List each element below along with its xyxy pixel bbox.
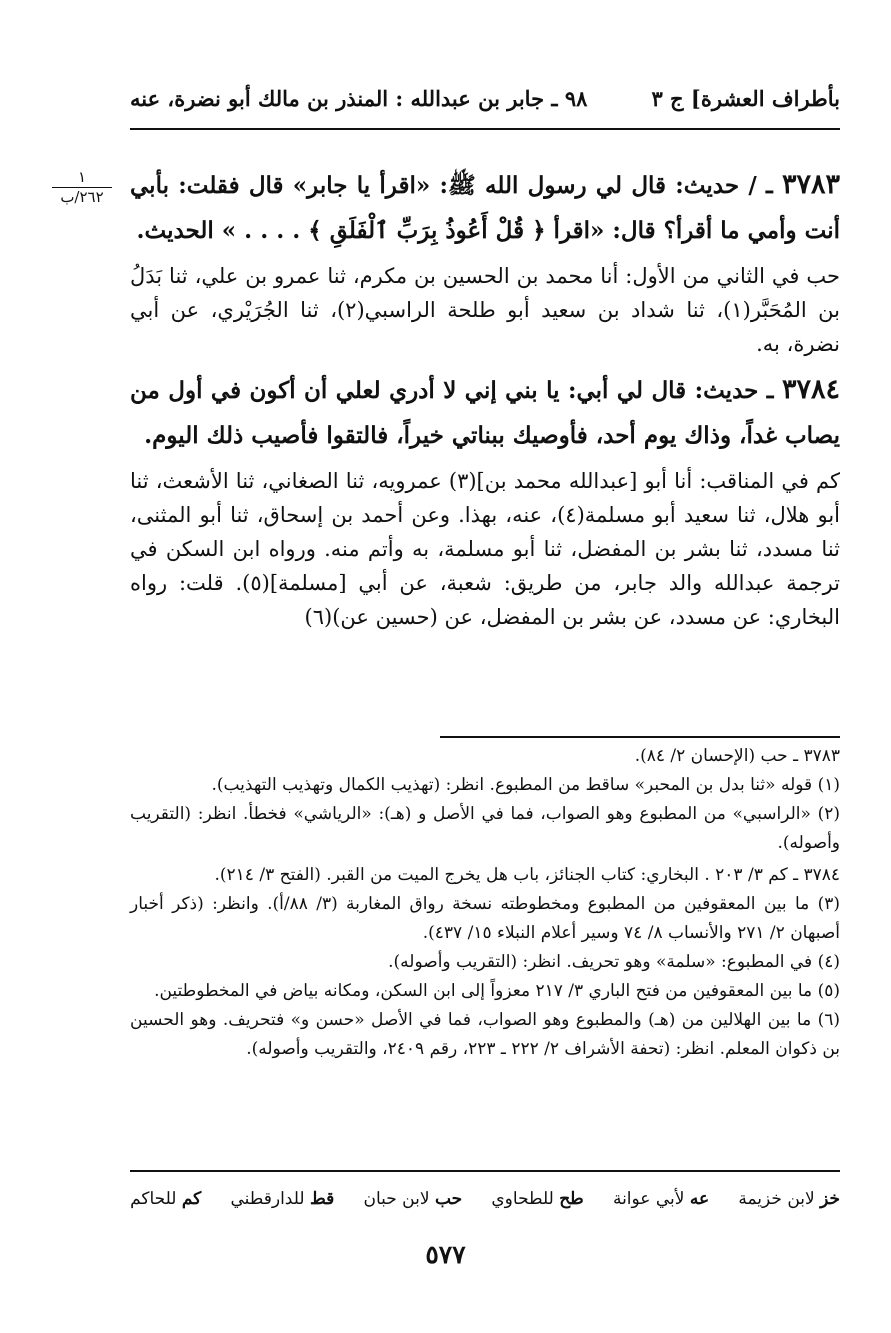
hadith-text: ـ حديث: قال لي أبي: يا بني إني لا أدري لعلي أن أكون في أول من يصاب غداً، وذاك يوم أحد، فأوصيك ببناتي خيراً، فالتقوا فأصيب ذلك اليوم.: [130, 377, 840, 449]
hadith-number: ٣٧٨٤: [781, 374, 840, 405]
abbrev-item: عه لأبي عوانة: [612, 1189, 710, 1209]
footnote: (٥) ما بين المعقوفين من فتح الباري ٣/ ٢١٧ معزواً إلى ابن السكن، ومكانه بياض في المخطوطتين.: [154, 981, 840, 1001]
main-text: [130, 162, 840, 640]
page-number: ٥٧٧: [425, 1240, 466, 1269]
isnad-3783: حب في الثاني من الأول: أنا محمد بن الحسين بن مكرم، ثنا عمرو بن علي، ثنا بَدَلُ بن المُحَبَّر(١)، ثنا شداد بن سعيد أبو طلحة الراسبي(٢)، ثنا الجُرَيْري، عن أبي نضرة، به.: [130, 264, 840, 356]
folio-bottom: ٢٦٢/ب: [60, 188, 104, 206]
running-header: [130, 78, 840, 118]
header-volume: بأطراف العشرة] ج ٣: [651, 85, 840, 111]
header-rule: [130, 128, 840, 130]
hadith-3783: [130, 162, 840, 253]
footnotes-rule: [440, 736, 840, 738]
hadith-text: ـ / حديث: قال لي رسول الله ﷺ: «اقرأ يا جابر» قال فقلت: بأبي أنت وأمي ما أقرأ؟ قال: «اقرأ ﴿ قُلْ أَعُوذُ بِرَبِّ ٱلْفَلَقِ ﴾ . . . . » الحديث.: [130, 172, 840, 244]
isnad-3784: كم في المناقب: أنا أبو [عبدالله محمد بن](٣) عمرويه، ثنا الصغاني، ثنا الأشعث، ثنا أبو هلال، ثنا سعيد أبو مسلمة(٤)، عنه، بهذا. وعن أحمد بن إسحاق، ثنا أبو المثنى، ثنا مسدد، ثنا بشر بن المفضل، ثنا أبو مسلمة، به وأتم منه. ورواه ابن السكن في ترجمة عبدالله والد جابر، من طريق: شعبة، عن أبي [مسلمة](٥). قلت: رواه البخاري: عن مسدد، عن بشر بن المفضل، عن (حسين عن)(٦): [130, 469, 841, 629]
hadith-3784: [130, 367, 840, 458]
hadith-number: ٣٧٨٣: [781, 169, 840, 200]
footnote: (٦) ما بين الهلالين من (هـ) والمطبوع وهو الصواب، فما في الأصل «حسن و» فتحريف. وهو الحسين بن ذكوان المعلم. انظر: (تحفة الأشراف ٢/ ٢٢٢ ـ ٢٢٣، رقم ٢٤٠٩، والتقريب وأصوله).: [130, 1010, 840, 1059]
abbrev-item: خز لابن خزيمة: [738, 1189, 840, 1209]
abbrev-item: كم للحاكم: [130, 1189, 202, 1209]
manuscript-folio-ref: [42, 168, 122, 206]
footnotes: [130, 742, 840, 1064]
abbrev-item: حب لابن حبان: [363, 1189, 463, 1209]
header-chapter: ٩٨ ـ جابر بن عبدالله : المنذر بن مالك أبو نضرة، عنه: [130, 85, 588, 111]
footnote: (٢) «الراسبي» من المطبوع وهو الصواب، فما في الأصل و (هـ): «الرياشي» فخطأ. انظر: (التقريب وأصوله).: [130, 804, 840, 853]
footnote-source-3783: ٣٧٨٣ ـ حب (الإحسان ٢/ ٨٤).: [634, 746, 840, 766]
abbrev-item: قط للدارقطني: [230, 1189, 335, 1209]
footnote: (١) قوله «ثنا بدل بن المحبر» ساقط من المطبوع. انظر: (تهذيب الكمال وتهذيب التهذيب).: [211, 775, 840, 795]
footnote-source-3784: ٣٧٨٤ ـ كم ٣/ ٢٠٣ . البخاري: كتاب الجنائز، باب هل يخرج الميت من القبر. (الفتح ٣/ ٢١٤).: [214, 865, 840, 885]
abbrev-item: طح للطحاوي: [491, 1189, 584, 1209]
footnote: (٤) في المطبوع: «سلمة» وهو تحريف. انظر: (التقريب وأصوله).: [388, 952, 840, 972]
footer-rule: [130, 1170, 840, 1172]
abbreviation-key: [130, 1182, 840, 1216]
folio-top: ١: [52, 168, 112, 188]
footnote: (٣) ما بين المعقوفين من المطبوع ومخطوطته نسخة رواق المغاربة (٣/ ٨٨/أ). وانظر: (ذكر أخبار أصبهان ٢/ ٢٧١ والأنساب ٨/ ٧٤ وسير أعلام النبلاء ١٥/ ٤٣٧).: [130, 894, 841, 943]
